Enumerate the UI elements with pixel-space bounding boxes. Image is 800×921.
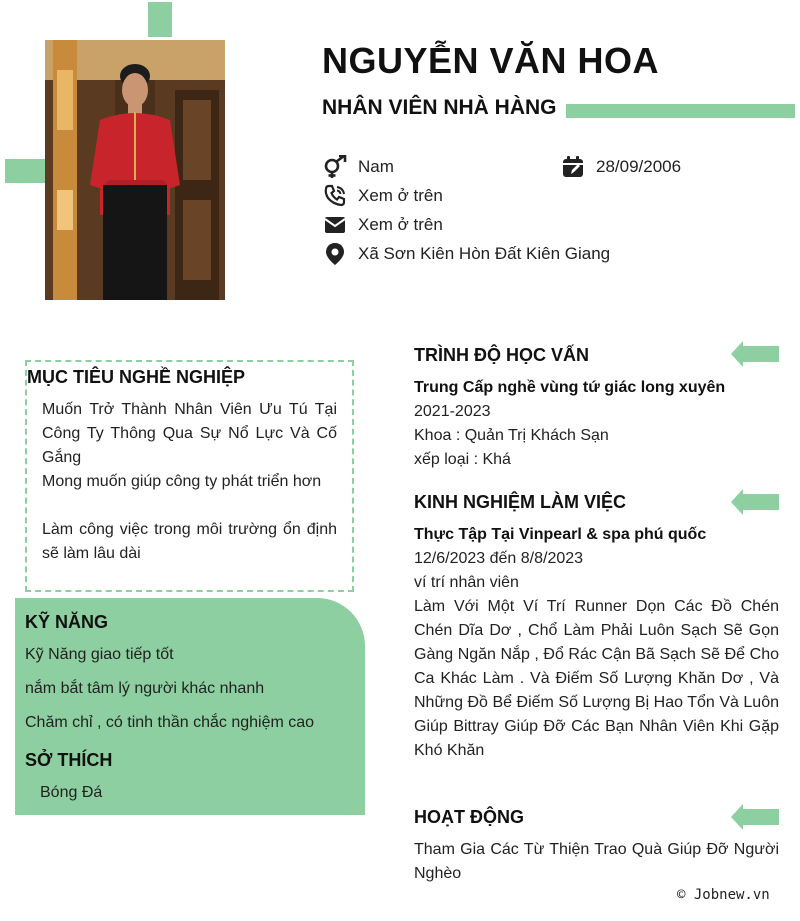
watermark: © Jobnew.vn xyxy=(677,887,770,903)
objective-item: Muốn Trở Thành Nhân Viên Ưu Tú Tại Công Ty Thông Qua Sự Nổ Lực Và Cố Gắng xyxy=(42,401,337,466)
title-underline-bar xyxy=(566,104,795,118)
hobbies-title: SỞ THÍCH xyxy=(25,750,113,770)
activities-description: Tham Gia Các Từ Thiện Trao Quà Giúp Đỡ Người Nghèo xyxy=(414,841,779,882)
calendar-icon xyxy=(560,154,586,180)
info-address xyxy=(322,241,610,267)
arrow-left-icon xyxy=(731,804,779,830)
info-phone xyxy=(322,183,443,209)
skill-item: Chăm chỉ , có tinh thần chắc nghiệm cao xyxy=(25,714,315,731)
address-value: Xã Sơn Kiên Hòn Đất Kiên Giang xyxy=(358,244,611,263)
info-gender xyxy=(322,154,394,180)
objective-title: MỤC TIÊU NGHỀ NGHIỆP xyxy=(27,367,246,387)
phone-icon xyxy=(322,183,348,209)
hobby-item: Bóng Đá xyxy=(40,784,103,801)
experience-company: Thực Tập Tại Vinpearl & spa phú quốc xyxy=(414,526,707,543)
gender-value: Nam xyxy=(358,157,394,176)
experience-period: 12/6/2023 đến 8/8/2023 xyxy=(414,550,584,567)
experience-title: KINH NGHIỆM LÀM VIỆC xyxy=(414,492,627,512)
arrow-left-icon xyxy=(731,341,779,367)
objective-item: Làm công việc trong môi trường ổn định sẽ làm lâu dài xyxy=(42,521,337,562)
objective-item: Mong muốn giúp công ty phát triển hơn xyxy=(42,473,322,490)
skill-item: nắm bắt tâm lý người khác nhanh xyxy=(25,680,265,697)
education-faculty: Khoa : Quản Trị Khách Sạn xyxy=(414,427,609,444)
gender-icon xyxy=(322,154,348,180)
education-title: TRÌNH ĐỘ HỌC VẤN xyxy=(414,345,589,365)
email-value: Xem ở trên xyxy=(358,215,443,234)
job-title: NHÂN VIÊN NHÀ HÀNG xyxy=(322,96,557,119)
birthdate-value: 28/09/2006 xyxy=(596,157,682,176)
education-period: 2021-2023 xyxy=(414,403,491,420)
envelope-icon xyxy=(322,212,348,238)
activities-title: HOẠT ĐỘNG xyxy=(414,807,524,827)
experience-position: ví trí nhân viên xyxy=(414,574,519,591)
info-birthdate xyxy=(560,154,681,180)
arrow-left-icon xyxy=(731,489,779,515)
experience-description: Làm Với Một Ví Trí Runner Dọn Các Đồ Chén Chén Dĩa Dơ , Chổ Làm Phải Luôn Sạch Sẽ Gọn Gàng Ngăn Nắp , Đổ Rác Cận Bã Sạch Sẽ Để Cho Ca Khác Làm . Và Điếm Số Lượng Khăn Dơ , Và Những Đồ Bể Điếm Số Lượng Bị Hao Tổn Và Luôn Giúp Bittray Giúp Đỡ Các Bạn Nhân Viên Khi Gặp Khó Khăn xyxy=(414,598,779,759)
decor-block-top xyxy=(148,2,172,37)
skills-title: KỸ NĂNG xyxy=(25,612,109,632)
education-grade: xếp loại : Khá xyxy=(414,451,511,468)
map-pin-icon xyxy=(322,241,348,267)
profile-photo xyxy=(45,40,225,300)
decor-block-left xyxy=(5,159,45,183)
skill-item: Kỹ Năng giao tiếp tốt xyxy=(25,646,174,663)
info-email xyxy=(322,212,443,238)
phone-value: Xem ở trên xyxy=(358,186,443,205)
education-school: Trung Cấp nghề vùng tứ giác long xuyên xyxy=(414,379,726,396)
candidate-name: NGUYỄN VĂN HOA xyxy=(322,40,660,81)
